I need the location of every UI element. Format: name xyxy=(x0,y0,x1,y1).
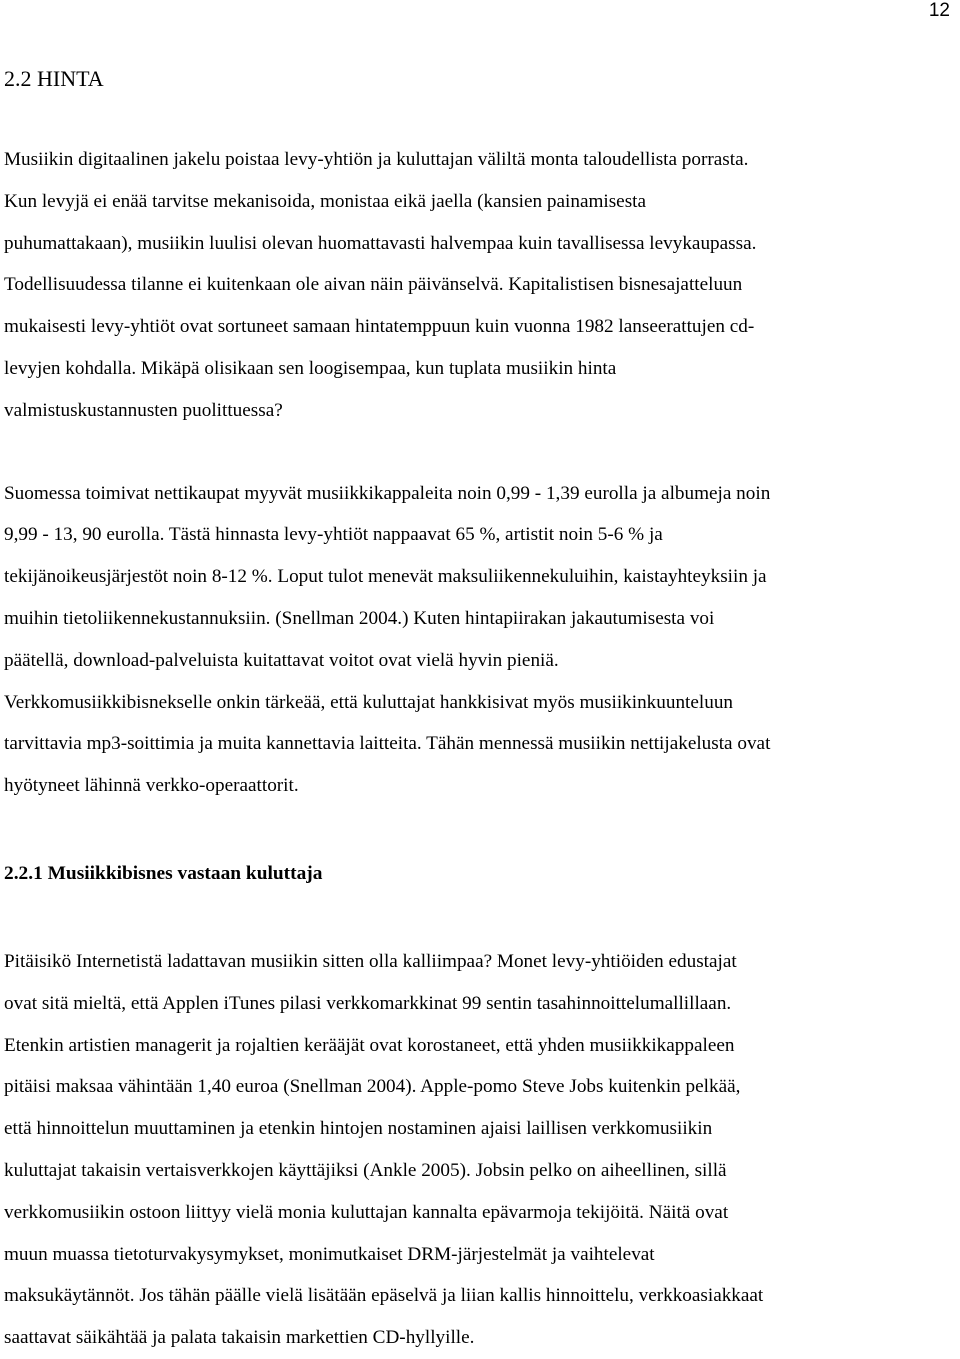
text-line: valmistuskustannusten puolittuessa? xyxy=(4,399,283,421)
text-line: Pitäisikö Internetistä ladattavan musiikin sitten olla kalliimpaa? Monet levy-yhtiöiden edustajat xyxy=(4,950,737,972)
text-line: saattavat säikähtää ja palata takaisin markettien CD-hyllyille. xyxy=(4,1327,475,1349)
text-line: tarvittavia mp3-soittimia ja muita kannettavia laitteita. Tähän mennessä musiikin nettijakelusta ovat xyxy=(4,733,771,755)
text-line: hyötyneet lähinnä verkko-operaattorit. xyxy=(4,775,299,797)
text-line: tekijänoikeusjärjestöt noin 8-12 %. Loput tulot menevät maksuliikennekuluihin, kaistayhteyksiin ja xyxy=(4,566,767,588)
subsection-paragraph-1 xyxy=(4,941,956,1359)
subsection-heading: 2.2.1 Musiikkibisnes vastaan kuluttaja xyxy=(4,862,323,884)
text-line: puhumattakaan), musiikin luulisi olevan huomattavasti halvempaa kuin tavallisessa levykaupassa. xyxy=(4,232,757,254)
section-heading: 2.2 HINTA xyxy=(4,66,104,91)
text-line: Todellisuudessa tilanne ei kuitenkaan ole aivan näin päivänselvä. Kapitalistisen bisnesajatteluun xyxy=(4,274,743,296)
text-line: Suomessa toimivat nettikaupat myyvät musiikkikappaleita noin 0,99 - 1,39 eurolla ja albumeja noin xyxy=(4,482,771,504)
text-line: Etenkin artistien managerit ja rojaltien kerääjät ovat korostaneet, että yhden musiikkikappaleen xyxy=(4,1034,735,1056)
document-body xyxy=(4,62,956,1359)
text-line: 9,99 - 13, 90 eurolla. Tästä hinnasta levy-yhtiöt nappaavat 65 %, artistit noin 5-6 % ja xyxy=(4,524,663,546)
page-number: 12 xyxy=(928,0,950,21)
text-line: päätellä, download-palveluista kuitattavat voitot ovat vielä hyvin pieniä. xyxy=(4,649,559,671)
text-line: pitäisi maksaa vähintään 1,40 euroa (Snellman 2004). Apple-pomo Steve Jobs kuitenkin pelkää, xyxy=(4,1076,741,1098)
text-line: ovat sitä mieltä, että Applen iTunes pilasi verkkomarkkinat 99 sentin tasahinnoittelumallillaan. xyxy=(4,992,732,1014)
section-paragraph-2 xyxy=(4,473,956,807)
text-line: verkkomusiikin ostoon liittyy vielä monia kuluttajan kannalta epävarmoja tekijöitä. Näitä ovat xyxy=(4,1201,729,1223)
text-line: mukaisesti levy-yhtiöt ovat sortuneet samaan hintatemppuun kuin vuonna 1982 lanseerattujen cd- xyxy=(4,316,755,338)
text-line: Kun levyjä ei enää tarvitse mekanisoida, monistaa eikä jaella (kansien painamisesta xyxy=(4,190,647,212)
text-line: että hinnoittelun muuttaminen ja etenkin hintojen nostaminen ajaisi laillisen verkkomusiikin xyxy=(4,1118,713,1140)
text-line: Musiikin digitaalinen jakelu poistaa levy-yhtiön ja kuluttajan väliltä monta taloudellista porrasta. xyxy=(4,149,749,170)
text-line: muihin tietoliikennekustannuksiin. (Snellman 2004.) Kuten hintapiirakan jakautumisesta voi xyxy=(4,607,715,629)
text-line: Verkkomusiikkibisnekselle onkin tärkeää, että kuluttajat hankkisivat myös musiikinkuunteluun xyxy=(4,691,734,713)
text-line: levyjen kohdalla. Mikäpä olisikaan sen loogisempaa, kun tuplata musiikin hinta xyxy=(4,357,617,379)
section-paragraph-1 xyxy=(4,139,956,432)
text-line: maksukäytännöt. Jos tähän päälle vielä lisätään epäselvä ja liian kallis hinnoittelu, verkkoasiakkaat xyxy=(4,1285,764,1307)
text-line: muun muassa tietoturvakysymykset, monimutkaiset DRM-järjestelmät ja vaihtelevat xyxy=(4,1243,655,1265)
text-line: kuluttajat takaisin vertaisverkkojen käyttäjiksi (Ankle 2005). Jobsin pelko on aiheellinen, sillä xyxy=(4,1159,727,1181)
